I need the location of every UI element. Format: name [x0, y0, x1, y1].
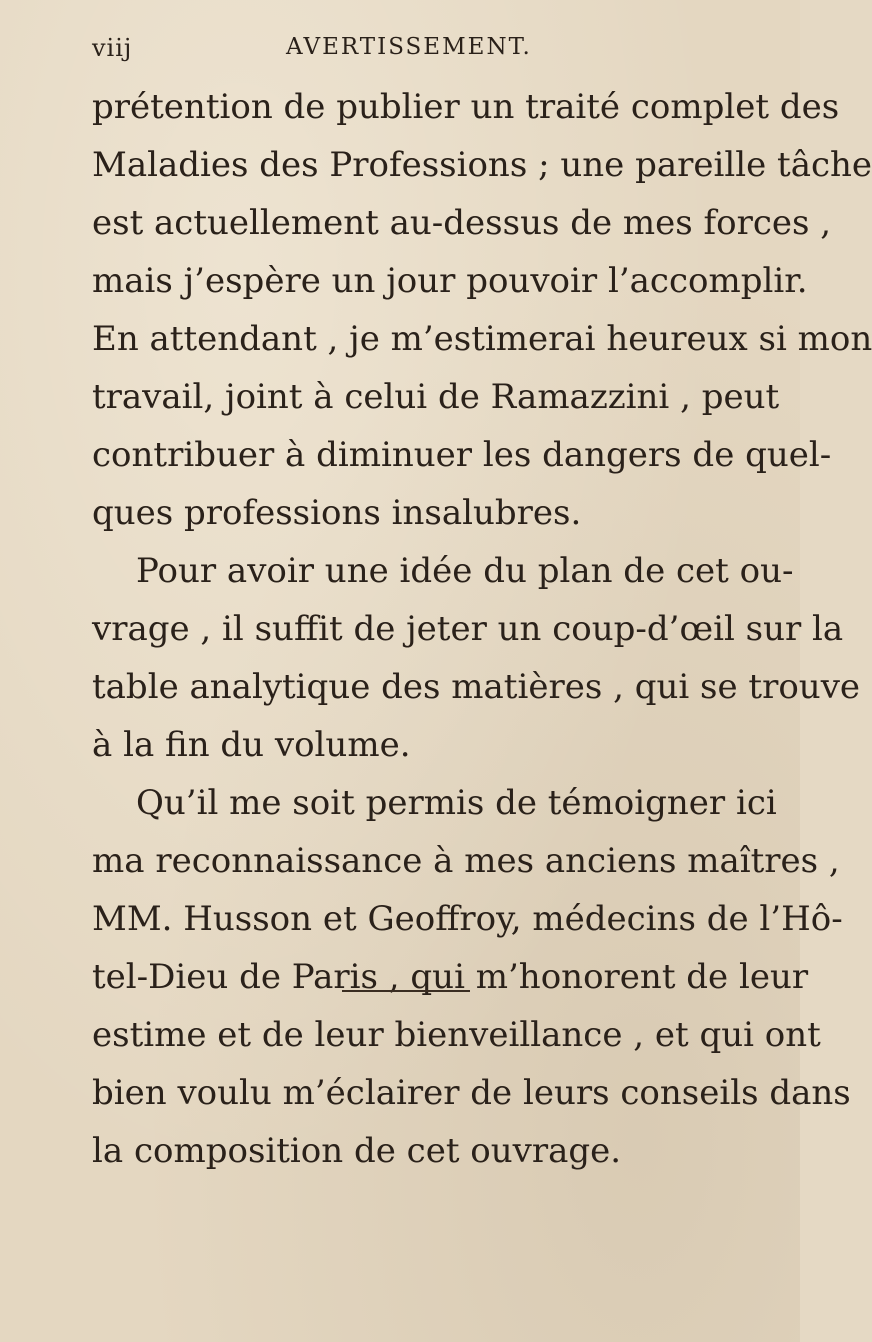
text-line: Pour avoir une idée du plan de cet ou- [136, 551, 794, 591]
text-line: MM. Husson et Geoffroy, médecins de l’Hô- [92, 899, 843, 939]
page-header [0, 28, 800, 68]
text-line: estime et de leur bienveillance , et qui ont [92, 1015, 821, 1055]
text-line: ma reconnaissance à mes anciens maîtres , [92, 841, 840, 881]
text-line: Maladies des Professions ; une pareille tâche [92, 145, 872, 185]
end-rule-divider [342, 990, 470, 992]
text-line: travail, joint à celui de Ramazzini , peut [92, 377, 780, 417]
text-line: bien voulu m’éclairer de leurs conseils dans [92, 1073, 851, 1113]
text-line: table analytique des matières , qui se trouve [92, 667, 861, 707]
paragraph-2 [92, 542, 861, 774]
text-line: à la fin du volume. [92, 725, 411, 765]
paragraph-1 [92, 78, 872, 542]
text-line: est actuellement au-dessus de mes forces , [92, 203, 832, 243]
text-line: la composition de cet ouvrage. [92, 1131, 622, 1171]
text-line: prétention de publier un traité complet des [92, 87, 840, 127]
body-text [92, 78, 872, 1180]
text-line: Qu’il me soit permis de témoigner ici [136, 783, 777, 823]
text-line: vrage , il suffit de jeter un coup-d’œil sur la [92, 609, 844, 649]
text-line: contribuer à diminuer les dangers de quel- [92, 435, 832, 475]
text-line: ques professions insalubres. [92, 493, 582, 533]
paragraph-3 [92, 774, 851, 1180]
page-number: viij [92, 34, 133, 62]
text-line: En attendant , je m’estimerai heureux si mon [92, 319, 872, 359]
text-line: mais j’espère un jour pouvoir l’accomplir. [92, 261, 808, 301]
running-head: AVERTISSEMENT. [286, 34, 532, 60]
text-line: tel-Dieu de Paris , qui m’honorent de leur [92, 957, 809, 997]
